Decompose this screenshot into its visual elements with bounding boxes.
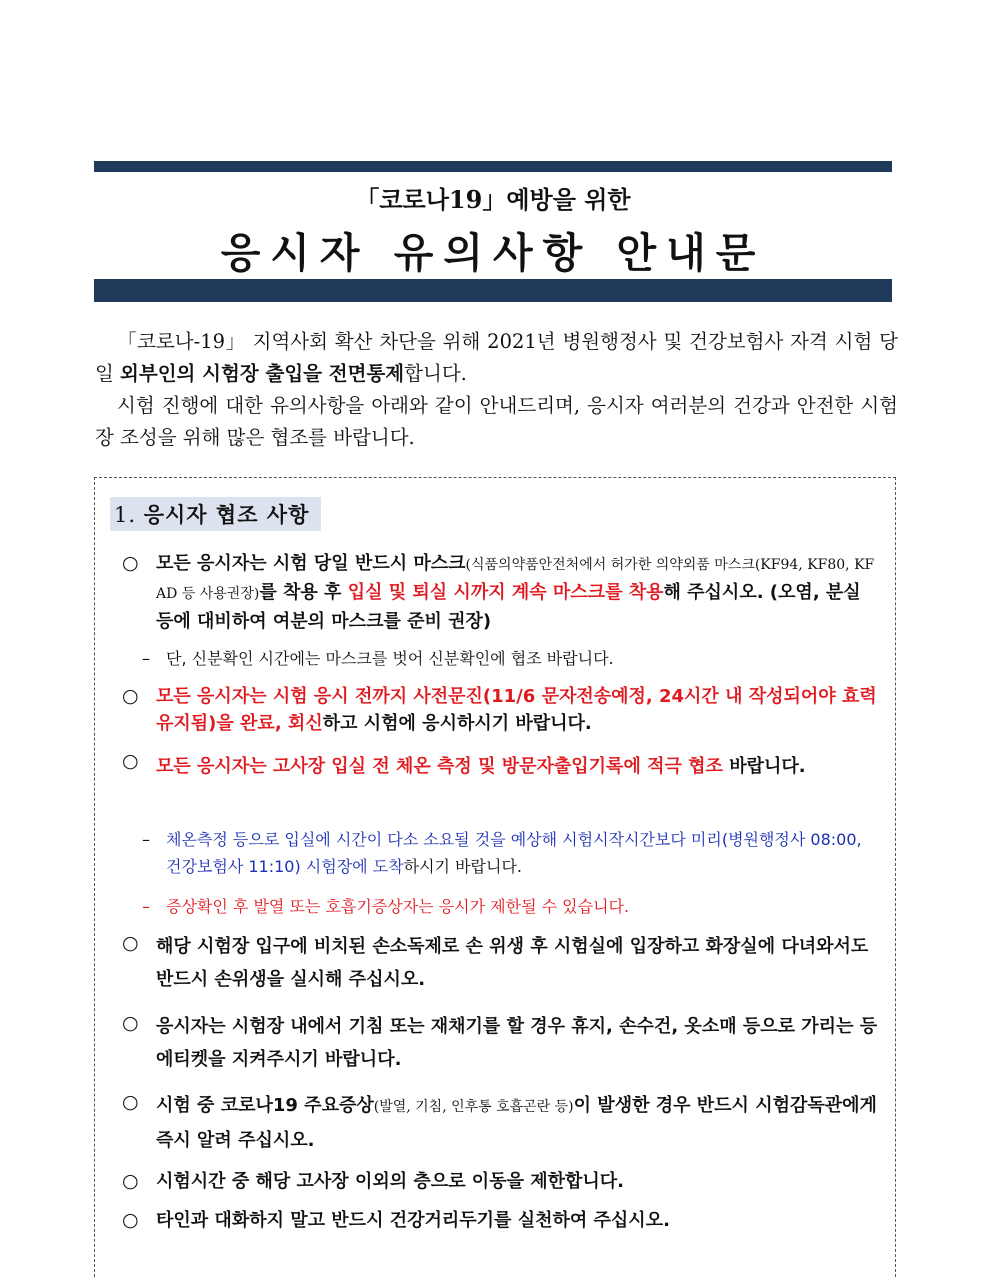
document-subtitle: 「코로나19」예방을 위한 <box>355 185 631 214</box>
circle-bullet-icon: ○ <box>122 552 139 574</box>
dash-bullet-icon: – <box>142 897 150 916</box>
intro-paragraph-2: 시험 진행에 대한 유의사항을 아래와 같이 안내드리며, 응시자 여러분의 건강과 안전한 시험장 조성을 위해 많은 협조를 바랍니다. <box>95 394 898 449</box>
document-title: 응시자 유의사항 안내문 <box>220 229 766 277</box>
sub-item-arrival-time: – 체온측정 등으로 입실에 시간이 다소 소요될 것을 예상해 시험시작시간보다 미리(병원행정사 08:00, 건강보험사 11:10) 시험장에 도착하시기 바랍니다. <box>142 826 882 880</box>
dash-bullet-icon: – <box>142 649 150 668</box>
intro-paragraph-1: 「코로나-19」 지역사회 확산 차단을 위해 2021년 병원행정사 및 건강보험사 자격 시험 당일 외부인의 시험장 출입을 전면통제합니다. <box>95 330 898 385</box>
section-heading: 1. 응시자 협조 사항 <box>110 497 321 531</box>
list-item-hand-hygiene: ○ 해당 시험장 입구에 비치된 손소독제로 손 위생 후 시험실에 입장하고 화장실에 다녀와서도 반드시 손위생을 실시해 주십시오. <box>122 932 869 990</box>
circle-bullet-icon: ○ <box>122 1170 139 1192</box>
intro-emphasis: 외부인의 시험장 출입을 전면통제 <box>120 362 405 385</box>
list-item-symptom-report: ○ 시험 중 코로나19 주요증상(발열, 기침, 인후통 호흡곤란 등)이 발생한 경우 반드시 시험감독관에게 즉시 알려 주십시오. <box>122 1091 877 1151</box>
circle-bullet-icon: ○ <box>122 685 139 707</box>
circle-bullet-icon: ○ <box>122 1209 139 1231</box>
list-item-distancing: ○ 타인과 대화하지 말고 반드시 건강거리두기를 실천하여 주십시오. <box>122 1207 882 1234</box>
list-item-pre-screening: ○ 모든 응시자는 시험 응시 전까지 사전문진(11/6 문자전송예정, 24시간 내 작성되어야 효력 유지됨)을 완료, 회신하고 시험에 응시하시기 바랍니다. <box>122 685 877 734</box>
intro-paragraphs <box>95 326 898 454</box>
header-top-bar <box>94 161 892 172</box>
circle-bullet-icon: ○ <box>122 932 139 954</box>
circle-bullet-icon: ○ <box>122 750 139 772</box>
sub-item-symptom-restriction: – 증상확인 후 발열 또는 호흡기증상자는 응시가 제한될 수 있습니다. <box>142 893 882 920</box>
sub-item-identity-check: – 단, 신분확인 시간에는 마스크를 벗어 신분확인에 협조 바랍니다. <box>142 645 882 672</box>
header-bottom-bar <box>94 279 892 302</box>
circle-bullet-icon: ○ <box>122 1091 139 1113</box>
list-item-mask: ○ 모든 응시자는 시험 당일 반드시 마스크(식품의약품안전처에서 허가한 의약외품 마스크(KF94, KF80, KF AD 등 사용권장)를 착용 후 입실 및 퇴실 시까지 계속 마스크를 착용해 주십시오. (오염, 분실 등에 대비하여 여분의 마스크를 준비 권장) <box>122 552 875 632</box>
list-item-temperature: ○ 모든 응시자는 고사장 입실 전 체온 측정 및 방문자출입기록에 적극 협조 바랍니다. <box>122 750 806 777</box>
circle-bullet-icon: ○ <box>122 1012 139 1034</box>
dash-bullet-icon: – <box>142 830 150 849</box>
list-item-cough-etiquette: ○ 응시자는 시험장 내에서 기침 또는 재채기를 할 경우 휴지, 손수건, 옷소매 등으로 가리는 등 에티켓을 지켜주시기 바랍니다. <box>122 1012 878 1070</box>
list-item-floor-movement: ○ 시험시간 중 해당 고사장 이외의 층으로 이동을 제한합니다. <box>122 1168 882 1195</box>
